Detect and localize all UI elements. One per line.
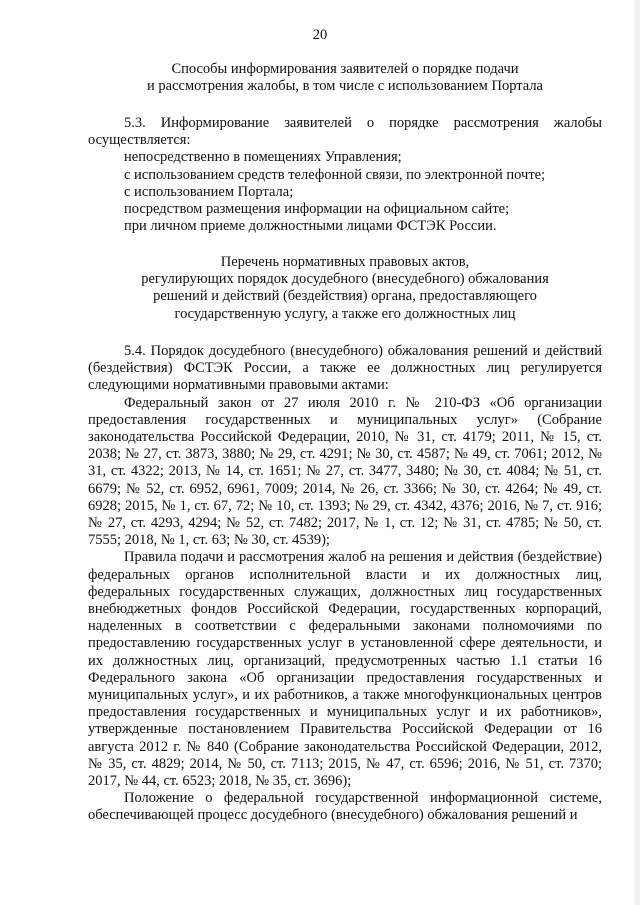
federal-law-210: Федеральный закон от 27 июля 2010 г. № 210-ФЗ «Об организации предоставления государственных и муниципальных услуг» (Собрание законодательства Российской Федерации, 2010, № 31, ст. 4179; 2011, № 15, ст. 2038; № 27, ст. 3873, 3880; № 29, ст. 4291; № 30, ст. 4587; № 49, ст. 7061; 2012, № 31, ст. 4322; 2013, № 14, ст. 1651; № 27, ст. 3477, 3480; № 30, ст. 4084; № 51, ст. 6679; № 52, ст. 6952, 6961, 7009; 2014, № 26, ст. 3366; № 30, ст. 4264; № 49, ст. 6928; 2015, № 1, ст. 67, 72; № 10, ст. 1393; № 29, ст. 4342, 4376; 2016, № 7, ст. 916; № 27, ст. 4293, 4294; № 52, ст. 7482; 2017, № 1, ст. 12; № 31, ст. 4785; № 50, ст. 7555; 2018, № 1, ст. 63; № 30, ст. 4539); <box>88 394 602 549</box>
heading-line: регулирующих порядок досудебного (внесудебного) обжалования <box>141 271 549 288</box>
information-system-regulation: Положение о федеральной государственной информационной системе, обеспечивающей процесс досудебного (внесудебного) обжалования решений и <box>88 790 602 824</box>
list-item: с использованием Портала; <box>124 183 294 200</box>
heading-line: и рассмотрения жалобы, в том числе с использованием Портала <box>147 78 543 95</box>
clause-5-3-text: 5.3. Информирование заявителей о порядке рассмотрения жалобы осуществляется: <box>88 115 602 149</box>
clause-5-4-text: 5.4. Порядок досудебного (внесудебного) обжалования решений и действий (бездействия) ФСТЭК России, а также ее должностных лиц регулируется следующими нормативными правовыми актами: <box>88 343 602 394</box>
heading-line: решений и действий (бездействия) органа, предоставляющего <box>153 288 537 305</box>
list-item: с использованием средств телефонной связи, по электронной почте; <box>124 166 546 183</box>
clause-5-4 <box>88 343 602 825</box>
section-heading-informing <box>88 61 602 95</box>
section-heading-acts <box>88 254 602 323</box>
list-item: непосредственно в помещениях Управления; <box>124 149 402 166</box>
heading-line: Перечень нормативных правовых актов, <box>220 254 470 270</box>
page-number: 20 <box>312 27 328 43</box>
scan-edge <box>634 0 640 905</box>
clause-5-3 <box>88 115 602 235</box>
list-item: посредством размещения информации на официальном сайте; <box>124 201 510 218</box>
complaint-rules: Правила подачи и рассмотрения жалоб на решения и действия (бездействие) федеральных органов исполнительной власти и их должностных лиц, федеральных государственных служащих, должностных лиц государственных внебюджетных фондов Российской Федерации, государственных корпораций, наделенных в соответствии с федеральными законами полномочиями по предоставлению государственных услуг в установленной сфере деятельности, и их должностных лиц, организаций, предусмотренных частью 1.1 статьи 16 Федерального закона «Об организации предоставления государственных и муниципальных услуг», и их работников, а также многофункциональных центров предоставления государственных и муниципальных услуг и их работников», утвержденные постановлением Правительства Российской Федерации от 16 августа 2012 г. № 840 (Собрание законодательства Российской Федерации, 2012, № 35, ст. 4829; 2014, № 50, ст. 7113; 2015, № 47, ст. 6596; 2016, № 51, ст. 7370; 2017, № 44, ст. 6523; 2018, № 35, ст. 3696); <box>88 549 602 790</box>
list-item: при личном приеме должностными лицами ФСТЭК России. <box>124 218 497 235</box>
heading-line: Способы информирования заявителей о порядке подачи <box>171 61 519 77</box>
heading-line: государственную услугу, а также его должностных лиц <box>174 305 516 322</box>
